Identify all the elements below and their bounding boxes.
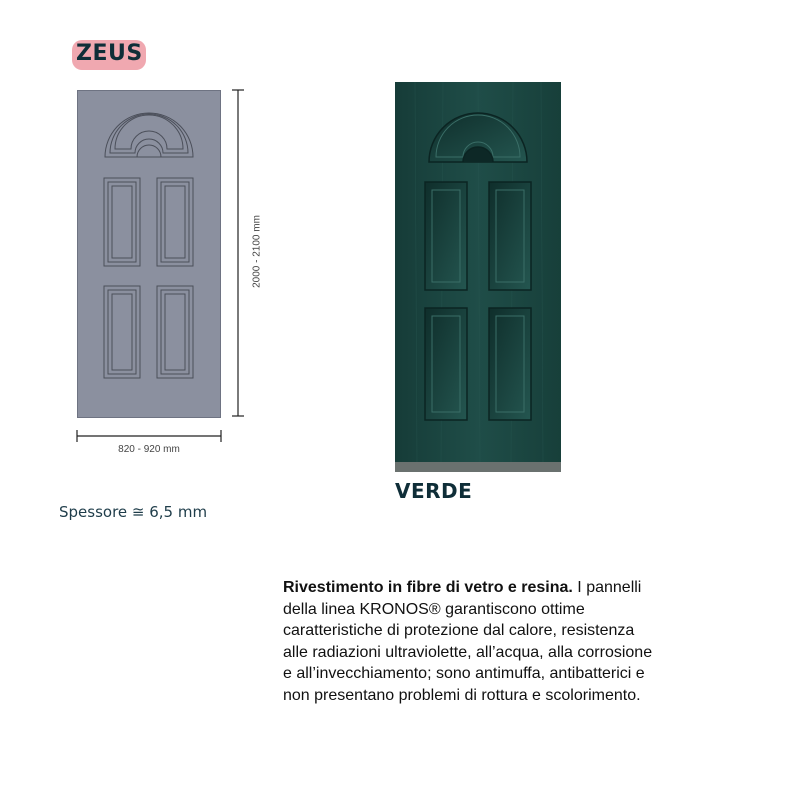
door-technical-drawing: [77, 90, 221, 418]
thickness-label: Spessore ≅ 6,5 mm: [59, 503, 208, 521]
height-dimension-line: [228, 88, 248, 418]
description-line-4: alle radiazioni ultraviolette, all’acqua, alla corrosione: [283, 643, 653, 661]
width-dimension-line: [75, 428, 223, 444]
height-dimension-label: 2000 - 2100 mm: [251, 215, 263, 288]
description-line-3: caratteristiche di protezione dal calore, resistenza: [283, 622, 635, 639]
description-line-1: [283, 577, 723, 599]
description-lead: Rivestimento in fibre di vetro e resina.: [283, 579, 573, 596]
color-name: VERDE: [395, 479, 473, 503]
door-photo-verde: [395, 82, 561, 472]
product-description: [283, 577, 723, 706]
description-line-6: non presentano problemi di rottura e scolorimento.: [283, 686, 641, 704]
description-text: I pannelli: [572, 579, 642, 596]
description-line-5: e all’invecchiamento; sono antimuffa, antibatterici e: [283, 665, 645, 682]
description-line-2: della linea KRONOS® garantiscono ottime: [283, 600, 585, 618]
width-dimension-label: 820 - 920 mm: [118, 444, 180, 455]
model-name: ZEUS: [76, 41, 143, 66]
